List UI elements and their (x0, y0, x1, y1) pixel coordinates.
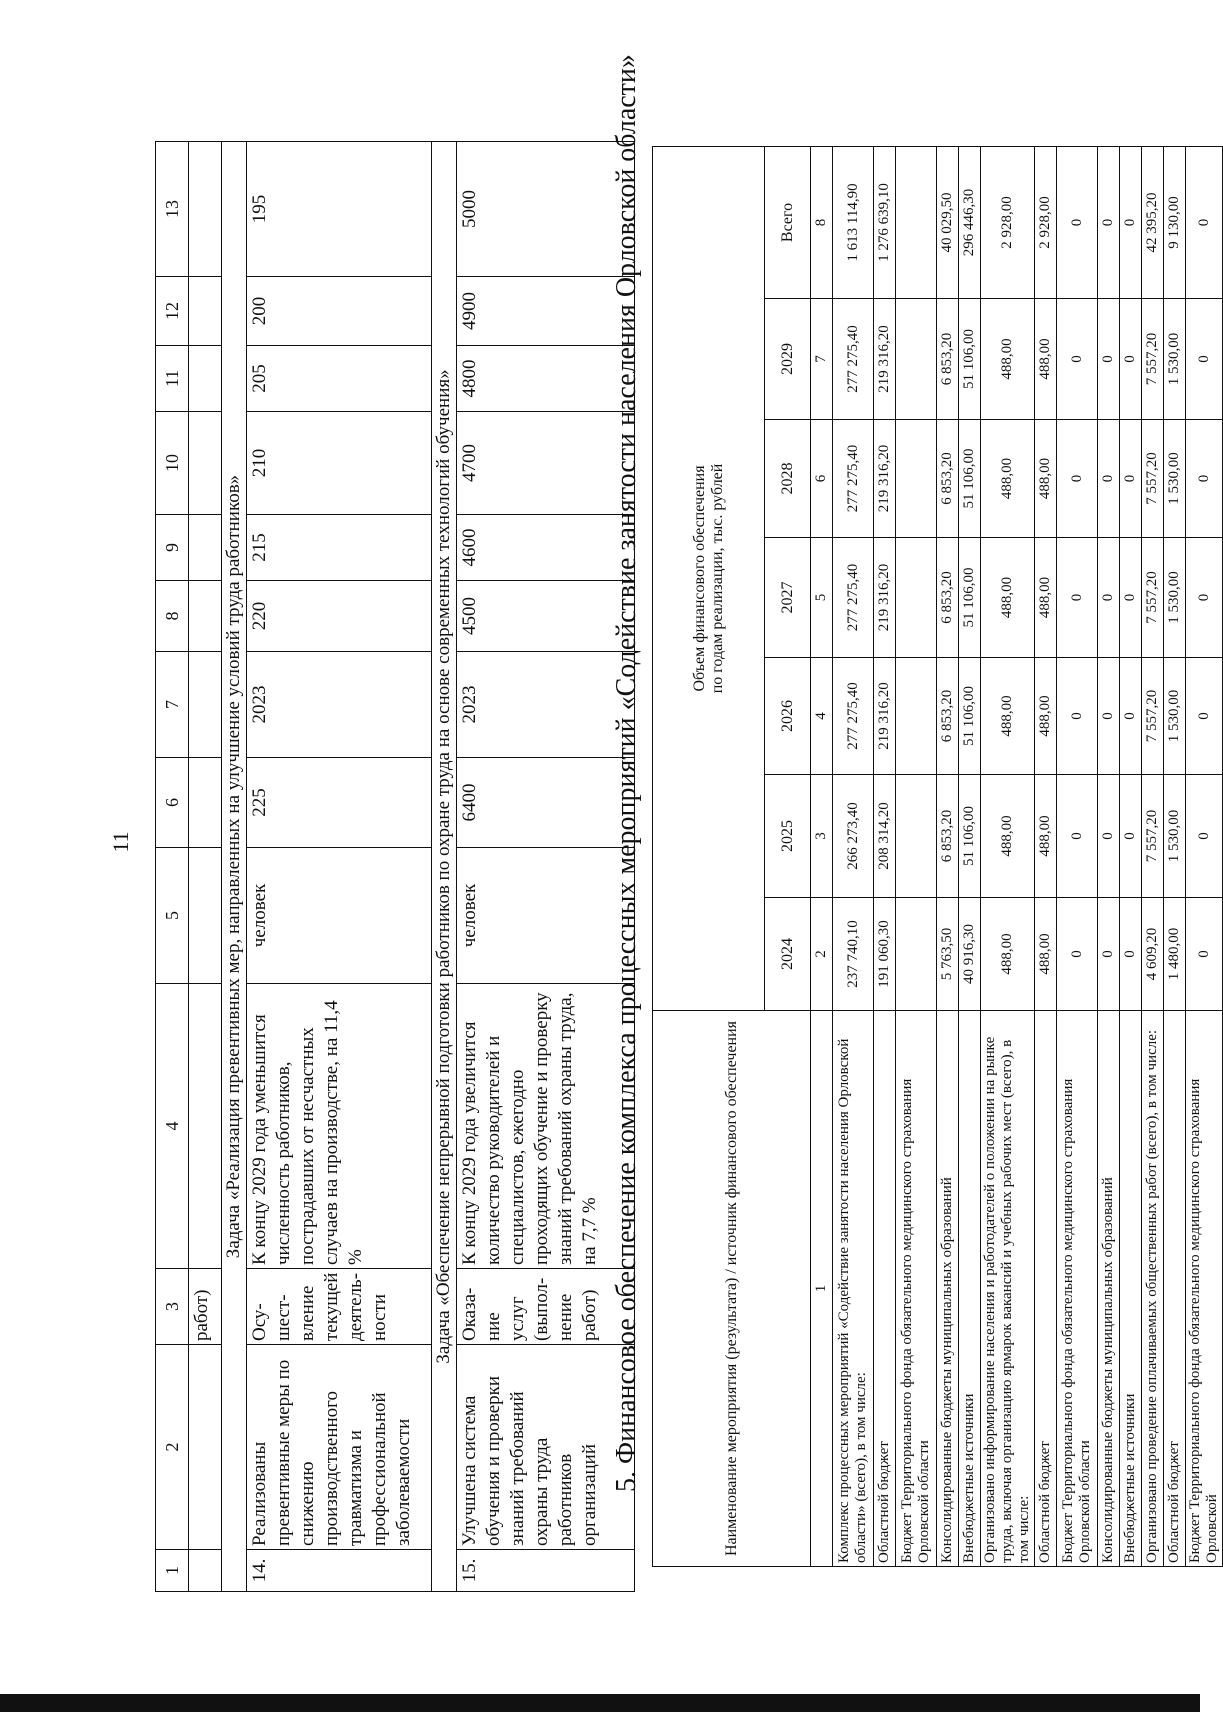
finance-row (959, 146, 981, 1566)
finance-row (1057, 146, 1098, 1566)
year-value-2026: 210 (247, 412, 432, 515)
year-header: 2025 (765, 775, 811, 898)
column-index: 7 (811, 299, 833, 420)
funding-value: 40 916,30 (959, 898, 981, 1011)
finance-row (1186, 146, 1223, 1566)
funding-value: 277 275,40 (833, 420, 874, 538)
upper-header-cell: 5 (156, 848, 189, 984)
funding-value: 488,00 (1035, 898, 1057, 1011)
funding-value: 0 (1120, 420, 1142, 538)
funding-source-label: Бюджет Территориального фонда обязательного медицинского страхования Орловской (1186, 1011, 1223, 1567)
result-characteristic: К концу 2029 года увеличится количество руководителей и специалистов, ежегодно проходящих обучение и проверку знаний требований охраны труда, на 7,7 % (457, 984, 635, 1269)
upper-header-cell: 6 (156, 758, 189, 848)
funding-value: 1 480,00 (1164, 898, 1186, 1011)
base-value: 6400 (457, 758, 635, 848)
column-index: 1 (811, 1011, 833, 1567)
task-title: Задача «Реализация превентивных мер, направленных на улучшение условий труда работников» (222, 142, 247, 1592)
funding-total: 40 029,50 (937, 146, 959, 298)
financial-support-table (652, 146, 1223, 1567)
scan-bottom-edge (0, 1694, 1200, 1712)
upper-table-header-row (156, 142, 189, 1592)
indicator-row-14 (247, 142, 432, 1592)
funding-total: 1 613 114,90 (833, 146, 874, 298)
funding-value: 277 275,40 (833, 299, 874, 420)
funding-value: 191 060,30 (874, 898, 896, 1011)
empty-cell (189, 848, 222, 984)
finance-row (1120, 146, 1142, 1566)
finance-header-row (653, 146, 765, 1566)
funding-value: 51 106,00 (959, 299, 981, 420)
finance-row (1098, 146, 1120, 1566)
funding-value: 488,00 (981, 775, 1035, 898)
column-index: 6 (811, 420, 833, 538)
year-value-2024: 4500 (457, 581, 635, 652)
indicator-row-15 (457, 142, 635, 1592)
empty-cell (189, 277, 222, 346)
upper-header-cell: 3 (156, 1269, 189, 1345)
upper-header-cell: 4 (156, 984, 189, 1269)
funding-value: 0 (1057, 658, 1098, 775)
total-header: Всего (765, 146, 811, 298)
funding-source-label: Консолидированные бюджеты муниципальных образований (937, 1011, 959, 1567)
carry-over-text: работ) (189, 1269, 222, 1345)
funding-source-label: Организовано проведение оплачиваемых общественных работ (всего), в том числе: (1142, 1011, 1164, 1567)
funding-value: 266 273,40 (833, 775, 874, 898)
finance-name-header: Наименование мероприятия (результата) / источник финансового обеспечения (653, 1011, 811, 1567)
upper-header-cell: 2 (156, 1345, 189, 1550)
empty-cell (189, 984, 222, 1269)
funding-value: 1 530,00 (1164, 299, 1186, 420)
funding-value: 488,00 (1035, 658, 1057, 775)
funding-value: 7 557,20 (1142, 658, 1164, 775)
funding-total: 2 928,00 (981, 146, 1035, 298)
funding-value: 488,00 (981, 538, 1035, 658)
funding-value: 6 853,20 (937, 775, 959, 898)
funding-value: 6 853,20 (937, 420, 959, 538)
upper-header-cell: 9 (156, 515, 189, 581)
funding-total: 42 395,20 (1142, 146, 1164, 298)
funding-value: 0 (1186, 898, 1223, 1011)
funding-value: 0 (1098, 898, 1120, 1011)
funding-value: 7 557,20 (1142, 420, 1164, 538)
funding-value: 0 (1120, 658, 1142, 775)
funding-value: 51 106,00 (959, 775, 981, 898)
year-header: 2024 (765, 898, 811, 1011)
funding-value: 277 275,40 (833, 658, 874, 775)
funding-value (896, 775, 937, 898)
column-index: 2 (811, 898, 833, 1011)
funding-value: 7 557,20 (1142, 538, 1164, 658)
empty-cell (189, 581, 222, 652)
funding-value: 488,00 (1035, 299, 1057, 420)
funding-value: 0 (1098, 775, 1120, 898)
funding-value: 0 (1186, 658, 1223, 775)
section-title: 5. Финансовое обеспечение комплекса процессных мероприятий «Содействие занятости населения Орловской области» (611, 54, 642, 1492)
finance-row (1142, 146, 1164, 1566)
funding-value: 0 (1120, 775, 1142, 898)
funding-value: 219 316,20 (874, 420, 896, 538)
funding-value (896, 299, 937, 420)
task-title: Задача «Обеспечение непрерывной подготовки работников по охране труда на основе современных технологий обучения» (432, 142, 457, 1592)
empty-cell (189, 1345, 222, 1550)
funding-source-label: Внебюджетные источники (1120, 1011, 1142, 1567)
funding-value: 0 (1057, 898, 1098, 1011)
funding-value: 488,00 (1035, 775, 1057, 898)
funding-value: 51 106,00 (959, 658, 981, 775)
result-indicators-table (155, 141, 635, 1592)
funding-value: 0 (1057, 775, 1098, 898)
funding-value: 1 530,00 (1164, 775, 1186, 898)
upper-header-cell: 11 (156, 346, 189, 412)
funding-value: 6 853,20 (937, 658, 959, 775)
result-name: Реализованы превентивные меры по снижению производственного травматизма и профессиональной заболеваемости (247, 1345, 432, 1550)
funding-value: 7 557,20 (1142, 299, 1164, 420)
year-header: 2029 (765, 299, 811, 420)
funding-value: 1 530,00 (1164, 658, 1186, 775)
funding-value (896, 420, 937, 538)
funding-value (896, 658, 937, 775)
empty-cell (189, 515, 222, 581)
funding-source-label: Комплекс процессных мероприятий «Содействие занятости населения Орловской области» (всего), в том числе: (833, 1011, 874, 1567)
activity-type: Осу-шест-вление текущей деятель-ности (247, 1269, 432, 1345)
funding-value: 219 316,20 (874, 658, 896, 775)
funding-source-label: Областной бюджет (1035, 1011, 1057, 1567)
funding-value: 0 (1186, 299, 1223, 420)
unit: человек (457, 848, 635, 984)
funding-value: 488,00 (981, 658, 1035, 775)
funding-value: 488,00 (1035, 420, 1057, 538)
year-value-2024: 220 (247, 581, 432, 652)
funding-value: 488,00 (981, 420, 1035, 538)
funding-total: 2 928,00 (1035, 146, 1057, 298)
funding-header-line: Объем финансового обеспечения (690, 465, 708, 692)
funding-value: 51 106,00 (959, 538, 981, 658)
funding-value: 0 (1098, 420, 1120, 538)
funding-total: 0 (1098, 146, 1120, 298)
funding-total: 1 276 639,10 (874, 146, 896, 298)
empty-cell (189, 652, 222, 758)
year-value-2025: 4600 (457, 515, 635, 581)
funding-value: 488,00 (981, 898, 1035, 1011)
funding-value: 0 (1057, 420, 1098, 538)
funding-total: 0 (1120, 146, 1142, 298)
funding-value: 6 853,20 (937, 538, 959, 658)
year-value-2027: 205 (247, 346, 432, 412)
base-year: 2023 (247, 652, 432, 758)
upper-header-cell: 13 (156, 142, 189, 277)
unit: человек (247, 848, 432, 984)
funding-value: 237 740,10 (833, 898, 874, 1011)
upper-header-cell: 1 (156, 1550, 189, 1592)
funding-value: 51 106,00 (959, 420, 981, 538)
column-index: 8 (811, 146, 833, 298)
funding-value: 0 (1098, 538, 1120, 658)
base-year: 2023 (457, 652, 635, 758)
finance-row (1164, 146, 1186, 1566)
year-value-2029: 195 (247, 142, 432, 277)
activity-type: Оказа-ние услуг (выпол-нение работ) (457, 1269, 635, 1345)
year-value-2026: 4700 (457, 412, 635, 515)
funding-value: 1 530,00 (1164, 538, 1186, 658)
funding-source-label: Внебюджетные источники (959, 1011, 981, 1567)
funding-value: 7 557,20 (1142, 775, 1164, 898)
funding-header-line: по годам реализации, тыс. рублей (708, 463, 726, 694)
funding-value: 0 (1120, 898, 1142, 1011)
upper-header-cell: 8 (156, 581, 189, 652)
funding-source-label: Бюджет Территориального фонда обязательного медицинского страхования Орловской области (1057, 1011, 1098, 1567)
funding-value: 0 (1120, 299, 1142, 420)
upper-header-cell: 7 (156, 652, 189, 758)
funding-value: 488,00 (981, 299, 1035, 420)
funding-source-label: Организовано информирование населения и работодателей о положении на рынке труда, включая организацию ярмарок вакансий и учебных рабочих мест (всего), в том числе: (981, 1011, 1035, 1567)
funding-value: 5 763,50 (937, 898, 959, 1011)
funding-value (896, 898, 937, 1011)
funding-source-label: Бюджет Территориального фонда обязательного медицинского страхования Орловской области (896, 1011, 937, 1567)
column-index: 4 (811, 658, 833, 775)
finance-row (937, 146, 959, 1566)
year-value-2029: 5000 (457, 142, 635, 277)
funding-total: 296 446,30 (959, 146, 981, 298)
finance-row (981, 146, 1035, 1566)
empty-cell (189, 758, 222, 848)
funding-value: 488,00 (1035, 538, 1057, 658)
funding-source-label: Областной бюджет (1164, 1011, 1186, 1567)
result-name: Улучшена система обучения и проверки знаний требований охраны труда работников организаций (457, 1345, 635, 1550)
funding-value: 0 (1057, 299, 1098, 420)
year-value-2025: 215 (247, 515, 432, 581)
year-value-2027: 4800 (457, 346, 635, 412)
year-header: 2026 (765, 658, 811, 775)
year-header: 2027 (765, 538, 811, 658)
funding-value: 0 (1186, 420, 1223, 538)
empty-cell (189, 412, 222, 515)
upper-header-cell: 10 (156, 412, 189, 515)
funding-total: 9 130,00 (1164, 146, 1186, 298)
empty-cell (189, 142, 222, 277)
finance-index-row (811, 146, 833, 1566)
empty-cell (189, 1550, 222, 1592)
funding-value: 0 (1120, 538, 1142, 658)
funding-value: 277 275,40 (833, 538, 874, 658)
year-value-2028: 200 (247, 277, 432, 346)
funding-total (896, 146, 937, 298)
funding-value (896, 538, 937, 658)
result-characteristic: К концу 2029 года уменьшится численность работников, пострадавших от несчастных случаев на производстве, на 11,4 % (247, 984, 432, 1269)
upper-carry-over-row (189, 142, 222, 1592)
task-row (222, 142, 247, 1592)
funding-value: 219 316,20 (874, 299, 896, 420)
funding-value: 4 609,20 (1142, 898, 1164, 1011)
funding-value: 0 (1186, 775, 1223, 898)
year-value-2028: 4900 (457, 277, 635, 346)
funding-value: 0 (1057, 538, 1098, 658)
funding-value: 0 (1098, 658, 1120, 775)
funding-value: 208 314,20 (874, 775, 896, 898)
column-index: 5 (811, 538, 833, 658)
funding-value: 6 853,20 (937, 299, 959, 420)
funding-source-label: Областной бюджет (874, 1011, 896, 1567)
year-header: 2028 (765, 420, 811, 538)
funding-source-label: Консолидированные бюджеты муниципальных образований (1098, 1011, 1120, 1567)
funding-total: 0 (1186, 146, 1223, 298)
task-row (432, 142, 457, 1592)
funding-header (653, 146, 765, 1010)
finance-row (896, 146, 937, 1566)
base-value: 225 (247, 758, 432, 848)
upper-header-cell: 12 (156, 277, 189, 346)
funding-value: 0 (1098, 299, 1120, 420)
empty-cell (189, 346, 222, 412)
funding-value: 0 (1186, 538, 1223, 658)
funding-value: 219 316,20 (874, 538, 896, 658)
funding-total: 0 (1057, 146, 1098, 298)
page-number: 11 (108, 831, 133, 853)
finance-row (833, 146, 874, 1566)
row-number: 14. (247, 1550, 432, 1592)
finance-row (874, 146, 896, 1566)
column-index: 3 (811, 775, 833, 898)
finance-row (1035, 146, 1057, 1566)
row-number: 15. (457, 1550, 635, 1592)
funding-value: 1 530,00 (1164, 420, 1186, 538)
